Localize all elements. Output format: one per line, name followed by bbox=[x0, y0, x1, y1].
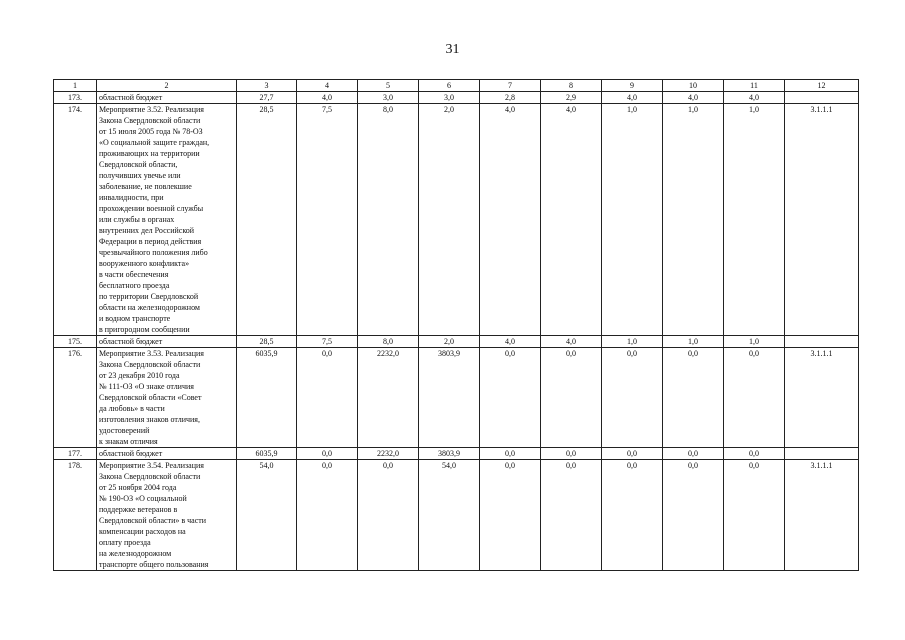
row-number: 176. bbox=[54, 348, 97, 448]
budget-row bbox=[54, 336, 859, 348]
column-header: 6 bbox=[419, 80, 480, 92]
value-cell: 0,0 bbox=[724, 348, 785, 448]
budget-row bbox=[54, 92, 859, 104]
value-cell: 27,7 bbox=[237, 92, 297, 104]
value-cell: 4,0 bbox=[297, 92, 358, 104]
column-header: 1 bbox=[54, 80, 97, 92]
value-cell: 3803,9 bbox=[419, 348, 480, 448]
row-name-line: заболевание, не повлекшие bbox=[99, 182, 192, 191]
row-name-line: вооруженного конфликта» bbox=[99, 259, 190, 268]
value-cell: 3,0 bbox=[358, 92, 419, 104]
value-cell: 8,0 bbox=[358, 104, 419, 336]
row-name-line: Закона Свердловской области bbox=[99, 116, 201, 125]
table-header-row bbox=[54, 80, 859, 92]
column-header: 8 bbox=[541, 80, 602, 92]
row-name-line: и водном транспорте bbox=[99, 314, 171, 323]
value-cell: 28,5 bbox=[237, 336, 297, 348]
row-name-line: Мероприятие 3.54. Реализация bbox=[99, 461, 204, 470]
value-cell: 0,0 bbox=[663, 460, 724, 571]
column-header: 9 bbox=[602, 80, 663, 92]
column-header: 10 bbox=[663, 80, 724, 92]
budget-table bbox=[53, 79, 859, 571]
target-code bbox=[785, 448, 859, 460]
value-cell: 0,0 bbox=[480, 460, 541, 571]
row-number: 173. bbox=[54, 92, 97, 104]
row-number: 177. bbox=[54, 448, 97, 460]
target-code: 3.1.1.1 bbox=[785, 104, 859, 336]
column-header: 5 bbox=[358, 80, 419, 92]
value-cell: 4,0 bbox=[480, 104, 541, 336]
row-name-line: № 190-ОЗ «О социальной bbox=[99, 494, 187, 503]
value-cell: 3803,9 bbox=[419, 448, 480, 460]
value-cell: 0,0 bbox=[541, 460, 602, 571]
column-header: 2 bbox=[97, 80, 237, 92]
value-cell: 2,0 bbox=[419, 336, 480, 348]
row-name-line: чрезвычайного положения либо bbox=[99, 248, 208, 257]
row-name-line: области на железнодорожном bbox=[99, 303, 200, 312]
row-name-line: получивших увечье или bbox=[99, 171, 181, 180]
value-cell: 54,0 bbox=[419, 460, 480, 571]
row-name-line: областной бюджет bbox=[99, 449, 163, 458]
measure-row bbox=[54, 104, 859, 336]
row-name-line: Свердловской области «Совет bbox=[99, 393, 202, 402]
row-name-line: от 15 июля 2005 года № 78-ОЗ bbox=[99, 127, 203, 136]
value-cell: 0,0 bbox=[602, 460, 663, 571]
value-cell: 6035,9 bbox=[237, 448, 297, 460]
value-cell: 28,5 bbox=[237, 104, 297, 336]
value-cell: 8,0 bbox=[358, 336, 419, 348]
value-cell: 2232,0 bbox=[358, 448, 419, 460]
value-cell: 0,0 bbox=[541, 448, 602, 460]
value-cell: 1,0 bbox=[663, 104, 724, 336]
row-name-line: областной бюджет bbox=[99, 93, 163, 102]
row-name-line: компенсации расходов на bbox=[99, 527, 186, 536]
row-name-line: или службы в органах bbox=[99, 215, 175, 224]
row-name-line: транспорте общего пользования bbox=[99, 560, 209, 569]
row-name-line: изготовления знаков отличия, bbox=[99, 415, 200, 424]
row-name-line: Закона Свердловской области bbox=[99, 472, 201, 481]
value-cell: 0,0 bbox=[297, 348, 358, 448]
value-cell: 3,0 bbox=[419, 92, 480, 104]
value-cell: 4,0 bbox=[480, 336, 541, 348]
value-cell: 7,5 bbox=[297, 336, 358, 348]
row-name-line: инвалидности, при bbox=[99, 193, 164, 202]
row-name bbox=[97, 460, 237, 571]
row-name-line: от 23 декабря 2010 года bbox=[99, 371, 180, 380]
value-cell: 1,0 bbox=[602, 104, 663, 336]
row-name-line: к знакам отличия bbox=[99, 437, 158, 446]
value-cell: 0,0 bbox=[480, 448, 541, 460]
target-code: 3.1.1.1 bbox=[785, 348, 859, 448]
table-body bbox=[54, 80, 859, 571]
target-code bbox=[785, 92, 859, 104]
row-name-line: № 111-ОЗ «О знаке отличия bbox=[99, 382, 194, 391]
value-cell: 0,0 bbox=[663, 348, 724, 448]
value-cell: 0,0 bbox=[724, 460, 785, 571]
measure-row bbox=[54, 348, 859, 448]
row-name-line: в части обеспечения bbox=[99, 270, 169, 279]
column-header: 7 bbox=[480, 80, 541, 92]
row-name-line: Мероприятие 3.53. Реализация bbox=[99, 349, 204, 358]
page-number: 31 bbox=[445, 42, 460, 57]
row-name-line: прохождении военной службы bbox=[99, 204, 204, 213]
budget-row bbox=[54, 448, 859, 460]
measure-row bbox=[54, 460, 859, 571]
row-name-line: проживающих на территории bbox=[99, 149, 200, 158]
row-name-line: поддержке ветеранов в bbox=[99, 505, 178, 514]
value-cell: 0,0 bbox=[602, 348, 663, 448]
column-header: 11 bbox=[724, 80, 785, 92]
value-cell: 4,0 bbox=[663, 92, 724, 104]
value-cell: 0,0 bbox=[541, 348, 602, 448]
row-name bbox=[97, 348, 237, 448]
row-name bbox=[97, 336, 237, 348]
target-code: 3.1.1.1 bbox=[785, 460, 859, 571]
value-cell: 2,8 bbox=[480, 92, 541, 104]
row-number: 175. bbox=[54, 336, 97, 348]
value-cell: 1,0 bbox=[663, 336, 724, 348]
value-cell: 1,0 bbox=[602, 336, 663, 348]
row-name-line: от 25 ноября 2004 года bbox=[99, 483, 177, 492]
column-header: 3 bbox=[237, 80, 297, 92]
value-cell: 54,0 bbox=[237, 460, 297, 571]
value-cell: 0,0 bbox=[602, 448, 663, 460]
row-name-line: в пригородном сообщении bbox=[99, 325, 190, 334]
column-header: 12 bbox=[785, 80, 859, 92]
value-cell: 1,0 bbox=[724, 336, 785, 348]
row-name bbox=[97, 104, 237, 336]
value-cell: 4,0 bbox=[541, 104, 602, 336]
row-name-line: удостоверений bbox=[99, 426, 150, 435]
row-name-line: Свердловской области» в части bbox=[99, 516, 207, 525]
row-name-line: Мероприятие 3.52. Реализация bbox=[99, 105, 204, 114]
row-name-line: по территории Свердловской bbox=[99, 292, 199, 301]
row-name-line: Закона Свердловской области bbox=[99, 360, 201, 369]
value-cell: 0,0 bbox=[358, 460, 419, 571]
row-name-line: внутренних дел Российской bbox=[99, 226, 195, 235]
row-number: 174. bbox=[54, 104, 97, 336]
row-name-line: областной бюджет bbox=[99, 337, 163, 346]
value-cell: 1,0 bbox=[724, 104, 785, 336]
value-cell: 7,5 bbox=[297, 104, 358, 336]
value-cell: 0,0 bbox=[724, 448, 785, 460]
row-name-line: «О социальной защите граждан, bbox=[99, 138, 210, 147]
column-header: 4 bbox=[297, 80, 358, 92]
value-cell: 4,0 bbox=[541, 336, 602, 348]
row-number: 178. bbox=[54, 460, 97, 571]
row-name bbox=[97, 448, 237, 460]
value-cell: 0,0 bbox=[297, 460, 358, 571]
row-name bbox=[97, 92, 237, 104]
value-cell: 0,0 bbox=[297, 448, 358, 460]
value-cell: 4,0 bbox=[602, 92, 663, 104]
row-name-line: Свердловской области, bbox=[99, 160, 178, 169]
value-cell: 4,0 bbox=[724, 92, 785, 104]
row-name-line: бесплатного проезда bbox=[99, 281, 170, 290]
row-name-line: на железнодорожном bbox=[99, 549, 172, 558]
value-cell: 6035,9 bbox=[237, 348, 297, 448]
value-cell: 0,0 bbox=[480, 348, 541, 448]
value-cell: 0,0 bbox=[663, 448, 724, 460]
row-name-line: да любовь» в части bbox=[99, 404, 165, 413]
row-name-line: оплату проезда bbox=[99, 538, 151, 547]
value-cell: 2232,0 bbox=[358, 348, 419, 448]
value-cell: 2,0 bbox=[419, 104, 480, 336]
value-cell: 2,9 bbox=[541, 92, 602, 104]
target-code bbox=[785, 336, 859, 348]
row-name-line: Федерации в период действия bbox=[99, 237, 202, 246]
